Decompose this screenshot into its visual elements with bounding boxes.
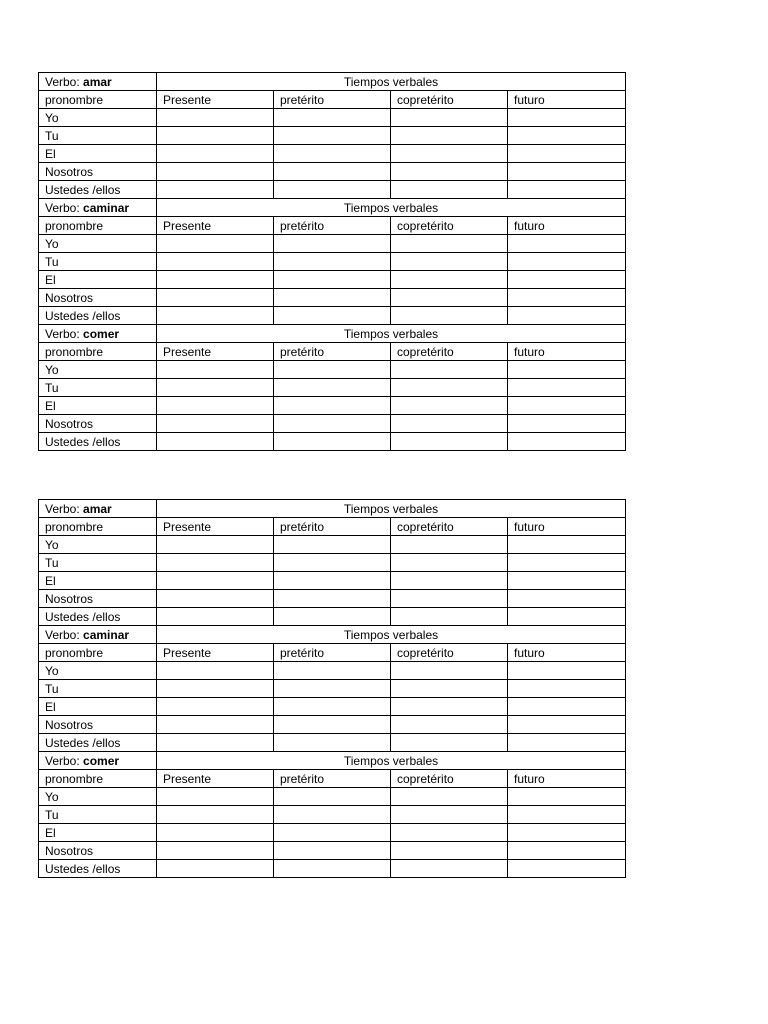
pronoun-row	[39, 860, 626, 878]
verb-name: caminar	[83, 627, 130, 642]
pronoun-row	[39, 163, 626, 181]
column-header-cell: copretérito	[391, 644, 508, 662]
blank-answer-cell	[274, 235, 391, 253]
blank-answer-cell	[508, 698, 626, 716]
blank-answer-cell	[508, 572, 626, 590]
pronoun-row	[39, 788, 626, 806]
pronoun-row	[39, 361, 626, 379]
column-header-cell: Presente	[157, 518, 274, 536]
blank-answer-cell	[274, 536, 391, 554]
verb-cell	[39, 199, 157, 217]
blank-answer-cell	[391, 608, 508, 626]
blank-answer-cell	[157, 163, 274, 181]
blank-answer-cell	[157, 307, 274, 325]
blank-answer-cell	[508, 235, 626, 253]
blank-answer-cell	[508, 554, 626, 572]
blank-answer-cell	[274, 698, 391, 716]
blank-answer-cell	[508, 271, 626, 289]
blank-answer-cell	[391, 860, 508, 878]
column-header-row	[39, 343, 626, 361]
blank-answer-cell	[274, 307, 391, 325]
blank-answer-cell	[391, 554, 508, 572]
blank-answer-cell	[508, 289, 626, 307]
pronoun-cell: Nosotros	[39, 415, 157, 433]
blank-answer-cell	[157, 181, 274, 199]
pronoun-cell: Ustedes /ellos	[39, 433, 157, 451]
blank-answer-cell	[274, 127, 391, 145]
column-header-cell: pretérito	[274, 91, 391, 109]
pronoun-cell: Ustedes /ellos	[39, 181, 157, 199]
pronoun-cell: Tu	[39, 253, 157, 271]
pronoun-row	[39, 307, 626, 325]
blank-answer-cell	[391, 361, 508, 379]
blank-answer-cell	[391, 590, 508, 608]
blank-answer-cell	[157, 397, 274, 415]
blank-answer-cell	[157, 145, 274, 163]
column-header-cell: pretérito	[274, 518, 391, 536]
blank-answer-cell	[157, 680, 274, 698]
column-header-cell: pretérito	[274, 343, 391, 361]
pronoun-cell: El	[39, 698, 157, 716]
verb-name: comer	[83, 326, 120, 341]
blank-answer-cell	[274, 608, 391, 626]
pronoun-row	[39, 379, 626, 397]
column-header-cell: pronombre	[39, 644, 157, 662]
blank-answer-cell	[274, 397, 391, 415]
blank-answer-cell	[274, 680, 391, 698]
blank-answer-cell	[274, 145, 391, 163]
blank-answer-cell	[157, 361, 274, 379]
pronoun-row	[39, 253, 626, 271]
blank-answer-cell	[274, 361, 391, 379]
verb-title-row	[39, 752, 626, 770]
verb-name: amar	[83, 74, 112, 89]
column-header-cell: futuro	[508, 770, 626, 788]
pronoun-row	[39, 271, 626, 289]
pronoun-cell: Nosotros	[39, 716, 157, 734]
column-header-row	[39, 91, 626, 109]
verb-cell	[39, 500, 157, 518]
pronoun-row	[39, 397, 626, 415]
pronoun-row	[39, 235, 626, 253]
verb-name: amar	[83, 501, 112, 516]
blank-answer-cell	[508, 361, 626, 379]
column-header-cell: futuro	[508, 518, 626, 536]
blank-answer-cell	[508, 127, 626, 145]
blank-answer-cell	[391, 127, 508, 145]
blank-answer-cell	[274, 271, 391, 289]
blank-answer-cell	[274, 109, 391, 127]
blank-answer-cell	[274, 379, 391, 397]
verb-prefix: Verbo:	[45, 326, 84, 341]
blank-answer-cell	[391, 109, 508, 127]
pronoun-cell: El	[39, 271, 157, 289]
blank-answer-cell	[157, 271, 274, 289]
pronoun-row	[39, 608, 626, 626]
blank-answer-cell	[391, 415, 508, 433]
verb-title-row	[39, 626, 626, 644]
pronoun-cell: Yo	[39, 361, 157, 379]
blank-answer-cell	[508, 253, 626, 271]
column-header-row	[39, 770, 626, 788]
blank-answer-cell	[157, 379, 274, 397]
pronoun-cell: El	[39, 145, 157, 163]
blank-answer-cell	[274, 824, 391, 842]
blank-answer-cell	[391, 788, 508, 806]
blank-answer-cell	[157, 788, 274, 806]
blank-answer-cell	[508, 788, 626, 806]
blank-answer-cell	[157, 608, 274, 626]
blank-answer-cell	[274, 163, 391, 181]
blank-answer-cell	[391, 163, 508, 181]
blank-answer-cell	[508, 734, 626, 752]
blank-answer-cell	[391, 433, 508, 451]
tiempos-verbales-header: Tiempos verbales	[157, 199, 626, 217]
pronoun-row	[39, 824, 626, 842]
blank-answer-cell	[391, 536, 508, 554]
blank-answer-cell	[391, 307, 508, 325]
blank-answer-cell	[274, 572, 391, 590]
blank-answer-cell	[274, 289, 391, 307]
column-header-cell: Presente	[157, 217, 274, 235]
pronoun-cell: Tu	[39, 806, 157, 824]
column-header-cell: futuro	[508, 91, 626, 109]
pronoun-cell: Nosotros	[39, 842, 157, 860]
column-header-row	[39, 644, 626, 662]
verb-prefix: Verbo:	[45, 627, 84, 642]
blank-answer-cell	[508, 433, 626, 451]
pronoun-cell: Yo	[39, 235, 157, 253]
table-body	[39, 73, 626, 451]
pronoun-row	[39, 415, 626, 433]
blank-answer-cell	[508, 842, 626, 860]
blank-answer-cell	[157, 554, 274, 572]
pronoun-row	[39, 716, 626, 734]
table-body	[39, 500, 626, 878]
column-header-cell: futuro	[508, 217, 626, 235]
column-header-cell: Presente	[157, 91, 274, 109]
pronoun-cell: Ustedes /ellos	[39, 734, 157, 752]
blank-answer-cell	[274, 253, 391, 271]
pronoun-cell: Tu	[39, 680, 157, 698]
pronoun-cell: Tu	[39, 379, 157, 397]
blank-answer-cell	[508, 145, 626, 163]
blank-answer-cell	[157, 662, 274, 680]
pronoun-row	[39, 572, 626, 590]
verb-title-row	[39, 325, 626, 343]
column-header-cell: copretérito	[391, 343, 508, 361]
blank-answer-cell	[508, 181, 626, 199]
pronoun-cell: Ustedes /ellos	[39, 307, 157, 325]
blank-answer-cell	[157, 734, 274, 752]
blank-answer-cell	[508, 415, 626, 433]
blank-answer-cell	[391, 662, 508, 680]
pronoun-cell: Yo	[39, 662, 157, 680]
column-header-cell: copretérito	[391, 91, 508, 109]
blank-answer-cell	[508, 824, 626, 842]
column-header-cell: Presente	[157, 343, 274, 361]
column-header-cell: pronombre	[39, 217, 157, 235]
pronoun-cell: Ustedes /ellos	[39, 860, 157, 878]
column-header-row	[39, 518, 626, 536]
blank-answer-cell	[157, 716, 274, 734]
verb-prefix: Verbo:	[45, 74, 84, 89]
blank-answer-cell	[391, 235, 508, 253]
blank-answer-cell	[274, 433, 391, 451]
verb-cell	[39, 626, 157, 644]
blank-answer-cell	[157, 109, 274, 127]
pronoun-cell: Nosotros	[39, 163, 157, 181]
column-header-cell: futuro	[508, 644, 626, 662]
blank-answer-cell	[157, 824, 274, 842]
blank-answer-cell	[391, 572, 508, 590]
verb-cell	[39, 325, 157, 343]
blank-answer-cell	[391, 734, 508, 752]
blank-answer-cell	[157, 590, 274, 608]
blank-answer-cell	[391, 145, 508, 163]
blank-answer-cell	[274, 788, 391, 806]
blank-answer-cell	[157, 536, 274, 554]
blank-answer-cell	[391, 397, 508, 415]
blank-answer-cell	[508, 536, 626, 554]
verb-title-row	[39, 73, 626, 91]
blank-answer-cell	[391, 289, 508, 307]
blank-answer-cell	[157, 235, 274, 253]
verb-prefix: Verbo:	[45, 501, 84, 516]
pronoun-row	[39, 734, 626, 752]
pronoun-row	[39, 662, 626, 680]
pronoun-row	[39, 590, 626, 608]
column-header-cell: pronombre	[39, 770, 157, 788]
tiempos-verbales-header: Tiempos verbales	[157, 500, 626, 518]
blank-answer-cell	[274, 860, 391, 878]
pronoun-cell: Ustedes /ellos	[39, 608, 157, 626]
blank-answer-cell	[157, 415, 274, 433]
pronoun-cell: El	[39, 572, 157, 590]
pronoun-row	[39, 536, 626, 554]
pronoun-cell: El	[39, 397, 157, 415]
verb-conjugation-table	[38, 499, 626, 878]
pronoun-cell: Yo	[39, 109, 157, 127]
blank-answer-cell	[274, 662, 391, 680]
pronoun-row	[39, 680, 626, 698]
blank-answer-cell	[274, 716, 391, 734]
column-header-cell: copretérito	[391, 518, 508, 536]
pronoun-cell: El	[39, 824, 157, 842]
pronoun-row	[39, 433, 626, 451]
blank-answer-cell	[391, 181, 508, 199]
column-header-cell: pronombre	[39, 343, 157, 361]
blank-answer-cell	[274, 554, 391, 572]
blank-answer-cell	[391, 716, 508, 734]
verb-prefix: Verbo:	[45, 200, 84, 215]
blank-answer-cell	[508, 109, 626, 127]
blank-answer-cell	[157, 860, 274, 878]
blank-answer-cell	[157, 289, 274, 307]
blank-answer-cell	[274, 415, 391, 433]
verb-cell	[39, 752, 157, 770]
blank-answer-cell	[508, 806, 626, 824]
verb-conjugation-table	[38, 72, 626, 451]
blank-answer-cell	[391, 698, 508, 716]
blank-answer-cell	[508, 590, 626, 608]
blank-answer-cell	[157, 698, 274, 716]
pronoun-row	[39, 181, 626, 199]
verb-title-row	[39, 500, 626, 518]
verb-name: comer	[83, 753, 120, 768]
blank-answer-cell	[508, 163, 626, 181]
column-header-cell: pretérito	[274, 770, 391, 788]
blank-answer-cell	[391, 806, 508, 824]
tiempos-verbales-header: Tiempos verbales	[157, 325, 626, 343]
column-header-cell: futuro	[508, 343, 626, 361]
column-header-cell: pretérito	[274, 217, 391, 235]
blank-answer-cell	[274, 590, 391, 608]
column-header-cell: copretérito	[391, 217, 508, 235]
blank-answer-cell	[274, 734, 391, 752]
blank-answer-cell	[508, 860, 626, 878]
column-header-row	[39, 217, 626, 235]
pronoun-row	[39, 698, 626, 716]
column-header-cell: pronombre	[39, 518, 157, 536]
tiempos-verbales-header: Tiempos verbales	[157, 73, 626, 91]
blank-answer-cell	[274, 806, 391, 824]
pronoun-cell: Tu	[39, 554, 157, 572]
blank-answer-cell	[391, 379, 508, 397]
blank-answer-cell	[157, 572, 274, 590]
pronoun-cell: Nosotros	[39, 590, 157, 608]
verb-name: caminar	[83, 200, 130, 215]
pronoun-row	[39, 554, 626, 572]
pronoun-row	[39, 127, 626, 145]
column-header-cell: pretérito	[274, 644, 391, 662]
blank-answer-cell	[508, 716, 626, 734]
blank-answer-cell	[157, 842, 274, 860]
pronoun-cell: Tu	[39, 127, 157, 145]
column-header-cell: Presente	[157, 644, 274, 662]
blank-answer-cell	[508, 662, 626, 680]
blank-answer-cell	[508, 379, 626, 397]
blank-answer-cell	[157, 433, 274, 451]
pronoun-cell: Yo	[39, 788, 157, 806]
pronoun-cell: Nosotros	[39, 289, 157, 307]
column-header-cell: pronombre	[39, 91, 157, 109]
verb-cell	[39, 73, 157, 91]
pronoun-row	[39, 109, 626, 127]
blank-answer-cell	[391, 271, 508, 289]
blank-answer-cell	[508, 608, 626, 626]
pronoun-cell: Yo	[39, 536, 157, 554]
blank-answer-cell	[508, 307, 626, 325]
verb-title-row	[39, 199, 626, 217]
tiempos-verbales-header: Tiempos verbales	[157, 626, 626, 644]
column-header-cell: copretérito	[391, 770, 508, 788]
pronoun-row	[39, 806, 626, 824]
column-header-cell: Presente	[157, 770, 274, 788]
blank-answer-cell	[391, 253, 508, 271]
blank-answer-cell	[391, 842, 508, 860]
tiempos-verbales-header: Tiempos verbales	[157, 752, 626, 770]
pronoun-row	[39, 145, 626, 163]
verb-prefix: Verbo:	[45, 753, 84, 768]
blank-answer-cell	[274, 842, 391, 860]
blank-answer-cell	[508, 397, 626, 415]
blank-answer-cell	[157, 127, 274, 145]
blank-answer-cell	[157, 253, 274, 271]
blank-answer-cell	[391, 680, 508, 698]
blank-answer-cell	[508, 680, 626, 698]
pronoun-row	[39, 289, 626, 307]
pronoun-row	[39, 842, 626, 860]
blank-answer-cell	[391, 824, 508, 842]
blank-answer-cell	[274, 181, 391, 199]
blank-answer-cell	[157, 806, 274, 824]
